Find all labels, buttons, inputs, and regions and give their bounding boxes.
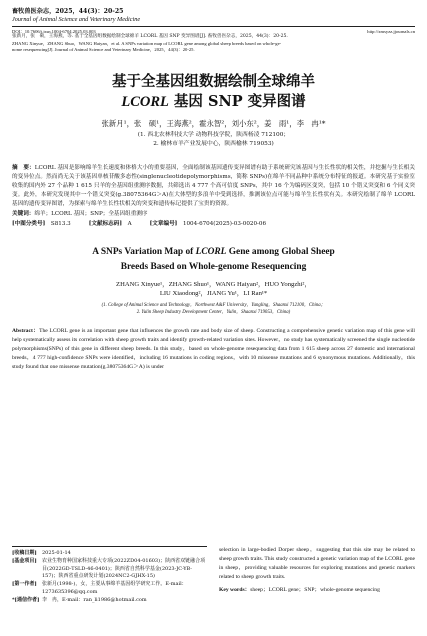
abstract-cn: [12, 164, 415, 208]
title-en: [12, 245, 415, 274]
bottom-columns: [12, 546, 415, 604]
abstract-en: [12, 327, 415, 372]
clc-number: [中图分类号] S813.3: [12, 221, 71, 228]
affiliation-en-2: 2. Yulin Sheep Industry Development Center，Yulin，Shaanxi 719053，China): [136, 310, 291, 316]
citation-block: [12, 34, 415, 53]
authors-en-line-2: LIU Xiaodong²，JIANG Yu¹，LI Ran¹*: [159, 290, 268, 298]
title-cn-rest: 基因 SNP 变异图谱: [168, 92, 306, 110]
title-en-line-1: A SNPs Variation Map of LCORL Gene among Global Sheep: [92, 247, 335, 258]
authors-cn: 张新月¹，张 硕¹，王海燕²，霍永智²，刘小东²，姜 雨¹，李 冉¹*: [101, 119, 326, 129]
keywords-en-label: Key words：: [219, 586, 251, 593]
footnote-received: [收稿日期] 2025-01-14: [12, 550, 71, 556]
journal-name-cn: 畜牧兽医杂志，2025，44(3)：20-25: [12, 8, 124, 15]
abstract-en-continued: [219, 546, 415, 604]
doi-text[interactable]: DOI：10.7606/j.issn.1004-6704.2025.03.003: [12, 28, 96, 34]
keywords-cn-label: 关键词：: [12, 211, 35, 218]
keywords-cn-text: 绵羊；LCORL 基因；SNP；全基因组重测序: [34, 211, 148, 218]
affiliation-en-1: (1. College of Animal Science and Technology，Northwest A&F University，Yangling，Shaanxi 712100，China；: [101, 303, 326, 309]
title-en-line-2: Breeds Based on Whole-genome Resequencing: [120, 261, 307, 272]
footnote-corresponding-author: *[通信作者] 李 冉，E-mail：ran_li1986@hotmail.com: [12, 596, 147, 603]
footnote-funding: [基金项目] 农业生物育种国家科技重大专项(2022ZD04-01603)；陕西省双链融合项目(2022GD-TSLD-46-0401)；陕西省自然科学基金(2023-JC-YB-157)；陕西省重点研发计划(2024NC2-GJHX-15): [12, 557, 206, 580]
abstract-en-label: Abstract：: [12, 327, 40, 334]
authors-en: [12, 280, 415, 300]
footnote-first-author: [第一作者] 张新月(1998-)，女，主要从事绵羊基因组学研究工作。E-mail：1273635396@qq.com: [12, 581, 187, 595]
affiliation-cn-2: 2. 榆林市羊产业发展中心，陕西榆林 719053): [153, 140, 274, 147]
website-link[interactable]: http://xmsyzz.jjournals.cn: [367, 28, 415, 34]
citation-en-line-1: ZHANG Xinyue，ZHANG Shuo，WANG Haiyan，et al. A SNPs variation map of LCORL gene among global sheep breeds based on whole-ge-: [12, 40, 282, 46]
abstract-en-text: The LCORL gene is an important gene that influences the growth rate and body size of sheep. Constructing a comprehensive genetic variation map of this gene will help systematically assess its correlation with sheep growth traits and identify growth-related variation sites. However，no study has systematically screened the single nucleotide polymorphisms(SNPs) of this gene in different sheep breeds. In this study，based on whole-genome resequencing data from 1 615 sheep across 27 domestic and international breeds，4 777 high-confidence SNPs were identified，including 16 mutations in coding regions，with 10 missense mutations and 6 synonymous mutations. Additionally，this study found that one missense mutation(g.38075364G＞A) is under: [12, 327, 415, 370]
citation-en-line-2: nome resequencing[J]. Journal of Animal Science and Veterinary Medicine，2025，44(3)：20-25.: [12, 46, 195, 52]
affiliation-cn-1: (1. 西北农林科技大学 动物科技学院，陕西杨凌 712100；: [137, 132, 290, 139]
affiliations-en: [12, 302, 415, 316]
affiliations-cn: [12, 131, 415, 148]
classification-row: [12, 219, 415, 227]
title-en-gene: LCORL: [195, 247, 227, 258]
keywords-en: [219, 586, 415, 595]
abstract-en-cont-text: selection in large-bodied Dorper sheep，suggesting that this site may be related to sheep growth traits. This study constructed a genetic variation map of the LCORL gene in sheep，providing valuable resources for exploring mutations and genetic markers related to sheep growth traits.: [219, 547, 415, 580]
article-id: [文章编号] 1004-6704(2025)-03-0020-06: [149, 221, 267, 228]
keywords-en-text: sheep；LCORL gene；SNP；whole-genome sequencing: [250, 586, 380, 593]
abstract-cn-text: LCORL 基因是影响绵羊生长速度和体格大小的重要基因，全面绘制该基因遗传变异图谱有助于系统研究该基因与生长性状的相关性，并挖掘与生长相关的变异位点。然而尚无关于该基因单核苷酸多态性(singlenucleotidepolymorphisms，简称 SNPs)在绵羊不同品种中系统分布特征的报道。本研究基于实验室收集的国内外 27 个品种 1 615 只羊的全基因组重测序数据，共筛选出 4 777 个高可信度 SNPs，其中 16 个为编码区变突，包括 10 个错义突变和 6 个同义突变。此外，本研究发现其中一个错义突变(g.38075364G＞A)在大体型的多浪羊中受到选择，推测该位点可能与绵羊生长性状有关。本研究绘制了绵羊 LCORL 基因的遗传变异图谱，为探索与绵羊生长性状相关的突变和遗传标记提供了宝贵的资源。: [12, 165, 415, 207]
running-header: [12, 8, 415, 53]
document-code: [文献标志码] A: [88, 221, 132, 228]
citation-cn: 张新月，张 硕，王海燕，等. 基于全基因组数据绘制全球绵羊 LCORL 基因 SNP 变异图谱[J]. 畜牧兽医杂志，2025，44(3)：20-25.: [12, 34, 288, 40]
abstract-cn-label: 摘 要：: [12, 165, 35, 172]
header-rule: [12, 26, 415, 27]
keywords-cn: [12, 209, 415, 217]
title-cn-gene: LCORL: [121, 93, 169, 110]
authors-en-line-1: ZHANG Xinyue¹，ZHANG Shuo¹，WANG Haiyan²，HUO Yongzhi²，: [116, 280, 311, 288]
title-cn-line-2: [12, 92, 415, 113]
journal-name-en: Journal of Animal Science and Veterinary Medicine: [12, 15, 141, 23]
title-cn-line-1: 基于全基因组数据绘制全球绵羊: [112, 73, 315, 91]
footnotes: [12, 546, 207, 604]
